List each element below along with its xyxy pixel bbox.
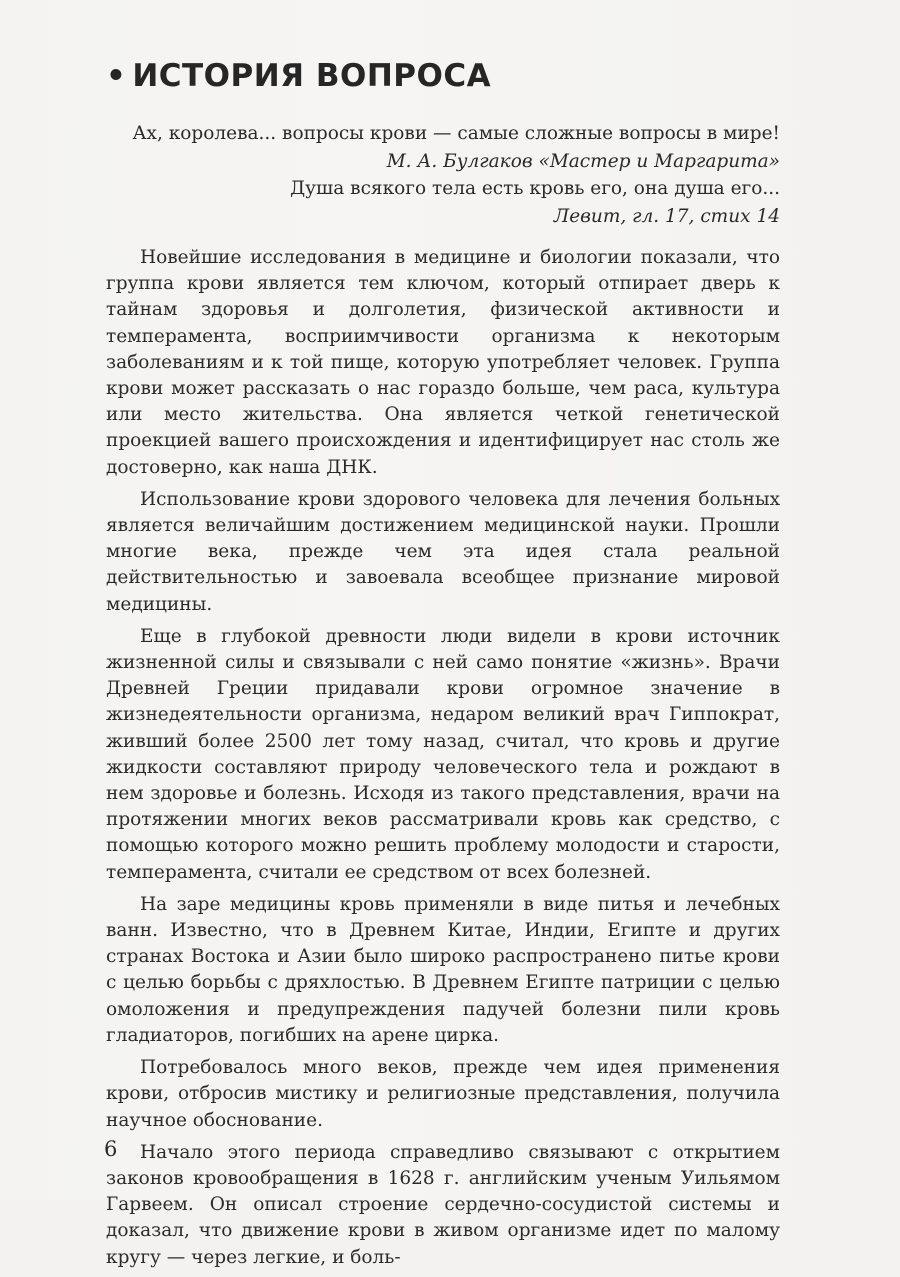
epigraph-attribution: М. А. Булгаков «Мастер и Маргарита» [386,151,780,172]
heading-bullet: • [106,58,127,94]
paragraph: Потребовалось много веков, прежде чем идея применения крови, отбросив мистику и религиозные представления, получила научное обоснование. [106,1057,780,1131]
body-text [106,245,780,1277]
page-number: 6 [104,1137,118,1161]
heading-title: ИСТОРИЯ ВОПРОСА [132,58,492,94]
epigraph-quote: Душа всякого тела есть кровь его, она душа его... [290,178,780,199]
paragraph: Еще в глубокой древности люди видели в крови источник жизненной силы и связывали с ней само понятие «жизнь». Врачи Древней Греции придавали крови огромное значение в жизнедеятельности организма, недаром великий врач Гиппократ, живший более 2500 лет тому назад, считал, что кровь и другие жидкости составляют природу человеческого тела и рождают в нем здоровье и болезнь. Исходя из такого представления, врачи на протяжении многих веков рассматривали кровь как средство, с помощью которого можно решить проблему молодости и старости, темперамента, считали ее средством от всех болезней. [106,625,780,883]
epigraph-2 [290,175,780,231]
paragraph: Новейшие исследования в медицине и биологии показали, что группа крови является тем ключом, который отпирает дверь к тайнам здоровья и долголетия, физической активности и темперамента, восприимчивости организма к некоторым заболеваниям и к той пище, которую употребляет человек. Группа крови может рассказать о нас гораздо больше, чем раса, культура или место жительства. Она является четкой генетической проекцией вашего происхождения и идентифицирует нас столь же достоверно, как наша ДНК. [106,247,780,478]
paragraph: На заре медицины кровь применяли в виде питья и лечебных ванн. Известно, что в Древнем Китае, Индии, Египте и других странах Востока и Азии было широко распространено питье крови с целью борьбы с дряхлостью. В Древнем Египте патриции с целью омоложения и предупреждения падучей болезни пили кровь гладиаторов, погибших на арене цирка. [106,893,780,1046]
epigraph-quote: Ах, королева... вопросы крови — самые сложные вопросы в мире! [132,123,780,144]
paragraph: Начало этого периода справедливо связывают с открытием законов кровообращения в 1628 г. английским ученым Уильямом Гарвеем. Он описал строение сердечно-сосудистой системы и доказал, что движение крови в живом организме идет по малому кругу — через легкие, и боль- [106,1141,780,1268]
epigraph-1 [133,120,781,176]
section-heading [106,58,491,94]
paragraph: Использование крови здорового человека для лечения больных является величайшим достижением медицинской науки. Прошли многие века, прежде чем эта идея стала реальной действительностью и завоевала всеобщее признание мировой медицины. [106,488,780,615]
epigraph-attribution: Левит, гл. 17, стих 14 [553,206,780,227]
